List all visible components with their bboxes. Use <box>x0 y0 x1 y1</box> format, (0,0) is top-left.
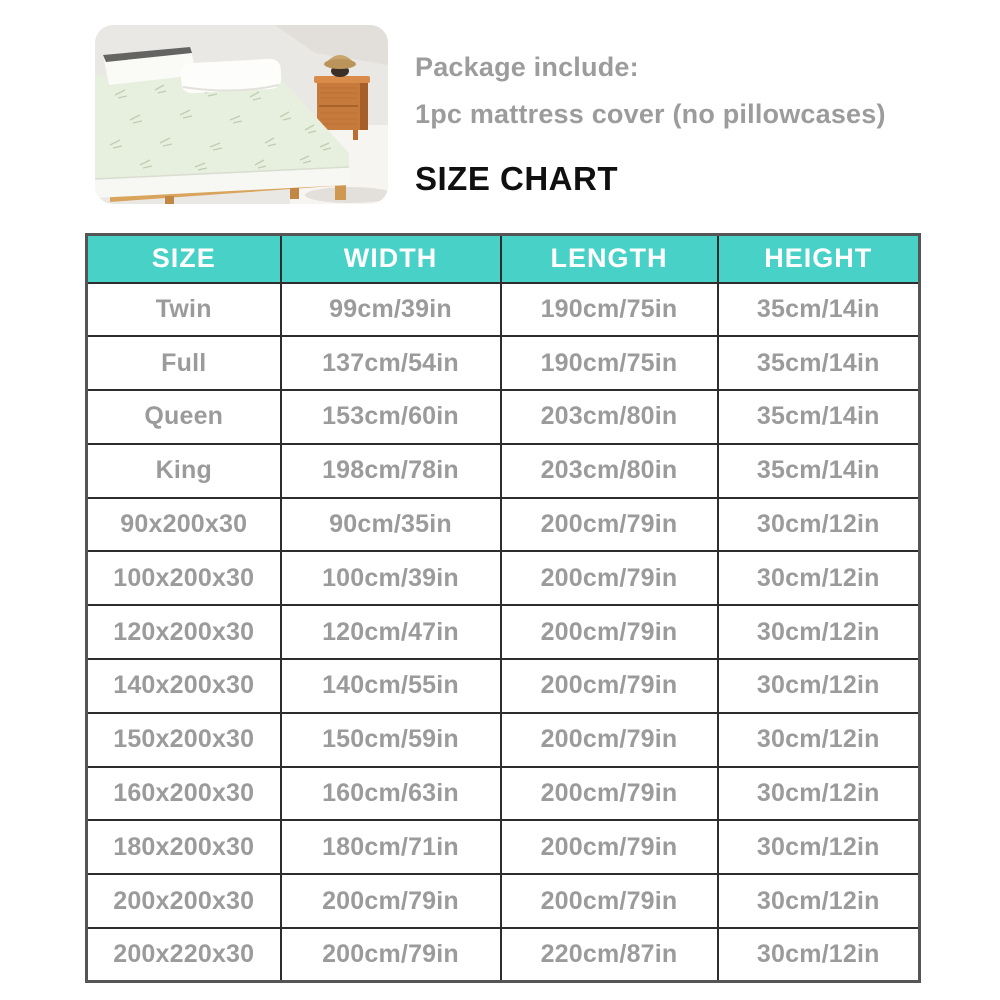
length-cell: 200cm/79in <box>501 767 718 821</box>
column-header-size: SIZE <box>87 235 281 283</box>
length-cell: 203cm/80in <box>501 390 718 444</box>
width-cell: 200cm/79in <box>281 874 501 928</box>
height-cell: 30cm/12in <box>718 659 920 713</box>
size-cell: 140x200x30 <box>87 659 281 713</box>
size-cell: Full <box>87 336 281 390</box>
size-cell: Queen <box>87 390 281 444</box>
width-cell: 150cm/59in <box>281 713 501 767</box>
width-cell: 198cm/78in <box>281 444 501 498</box>
length-cell: 190cm/75in <box>501 336 718 390</box>
width-cell: 160cm/63in <box>281 767 501 821</box>
length-cell: 200cm/79in <box>501 659 718 713</box>
width-cell: 180cm/71in <box>281 820 501 874</box>
width-cell: 140cm/55in <box>281 659 501 713</box>
size-cell: 200x200x30 <box>87 874 281 928</box>
table-row <box>87 498 920 552</box>
length-cell: 200cm/79in <box>501 498 718 552</box>
height-cell: 30cm/12in <box>718 605 920 659</box>
table-row <box>87 390 920 444</box>
height-cell: 35cm/14in <box>718 444 920 498</box>
table-row <box>87 336 920 390</box>
size-cell: 200x220x30 <box>87 928 281 982</box>
table-row <box>87 713 920 767</box>
height-cell: 30cm/12in <box>718 820 920 874</box>
table-header-row <box>87 235 920 283</box>
table-row <box>87 444 920 498</box>
length-cell: 200cm/79in <box>501 874 718 928</box>
table-row <box>87 767 920 821</box>
height-cell: 35cm/14in <box>718 336 920 390</box>
size-cell: Twin <box>87 283 281 337</box>
size-cell: 90x200x30 <box>87 498 281 552</box>
table-row <box>87 283 920 337</box>
width-cell: 99cm/39in <box>281 283 501 337</box>
width-cell: 90cm/35in <box>281 498 501 552</box>
table-row <box>87 928 920 982</box>
bed-scene-illustration <box>95 25 388 204</box>
height-cell: 35cm/14in <box>718 283 920 337</box>
size-cell: 120x200x30 <box>87 605 281 659</box>
size-cell: 180x200x30 <box>87 820 281 874</box>
size-cell: 150x200x30 <box>87 713 281 767</box>
size-cell: 160x200x30 <box>87 767 281 821</box>
length-cell: 200cm/79in <box>501 820 718 874</box>
length-cell: 200cm/79in <box>501 551 718 605</box>
length-cell: 200cm/79in <box>501 713 718 767</box>
height-cell: 30cm/12in <box>718 767 920 821</box>
table-row <box>87 605 920 659</box>
width-cell: 153cm/60in <box>281 390 501 444</box>
height-cell: 30cm/12in <box>718 551 920 605</box>
table-row <box>87 820 920 874</box>
height-cell: 30cm/12in <box>718 928 920 982</box>
size-cell: 100x200x30 <box>87 551 281 605</box>
width-cell: 137cm/54in <box>281 336 501 390</box>
package-contents-text: 1pc mattress cover (no pillowcases) <box>415 99 886 129</box>
column-header-width: WIDTH <box>281 235 501 283</box>
height-cell: 30cm/12in <box>718 498 920 552</box>
size-chart-table <box>85 233 921 983</box>
length-cell: 200cm/79in <box>501 605 718 659</box>
length-cell: 203cm/80in <box>501 444 718 498</box>
table-row <box>87 551 920 605</box>
package-include-label: Package include: <box>415 52 639 82</box>
width-cell: 120cm/47in <box>281 605 501 659</box>
height-cell: 30cm/12in <box>718 713 920 767</box>
length-cell: 220cm/87in <box>501 928 718 982</box>
column-header-length: LENGTH <box>501 235 718 283</box>
height-cell: 30cm/12in <box>718 874 920 928</box>
product-photo <box>95 25 388 204</box>
table-row <box>87 874 920 928</box>
column-header-height: HEIGHT <box>718 235 920 283</box>
width-cell: 100cm/39in <box>281 551 501 605</box>
table-row <box>87 659 920 713</box>
height-cell: 35cm/14in <box>718 390 920 444</box>
size-chart-title: SIZE CHART <box>415 160 618 197</box>
size-cell: King <box>87 444 281 498</box>
width-cell: 200cm/79in <box>281 928 501 982</box>
length-cell: 190cm/75in <box>501 283 718 337</box>
